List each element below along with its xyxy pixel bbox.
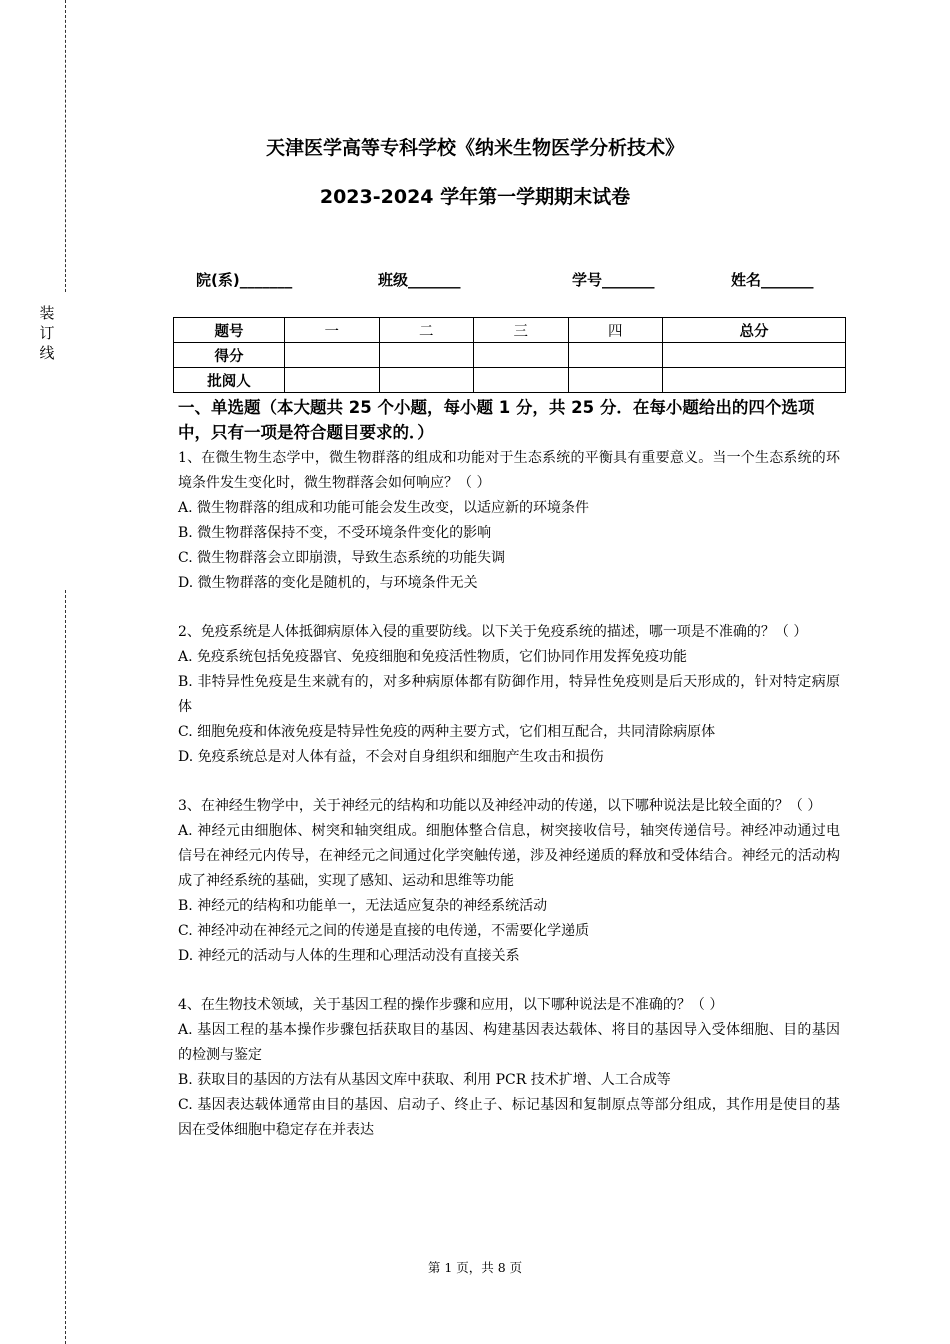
page-number: 第 1 页，共 8 页 bbox=[427, 1260, 523, 1275]
name-field: 姓名_______ bbox=[731, 271, 814, 289]
question-4 bbox=[178, 993, 840, 1143]
score-table-header-cell: 一 bbox=[285, 318, 380, 343]
question-option: B. 非特异性免疫是生来就有的，对多种病原体都有防御作用，特异性免疫则是后天形成的，针对特定病原体 bbox=[178, 674, 840, 715]
question-2 bbox=[178, 620, 840, 770]
question-option: C. 细胞免疫和体液免疫是特异性免疫的两种主要方式，它们相互配合，共同清除病原体 bbox=[178, 724, 716, 740]
score-table-cell bbox=[285, 343, 380, 368]
question-option: A. 微生物群落的组成和功能可能会发生改变，以适应新的环境条件 bbox=[178, 500, 590, 516]
section-heading: 一、单选题（本大题共 25 个小题，每小题 1 分，共 25 分．在每小题给出的四个选项中，只有一项是符合题目要求的．） bbox=[178, 398, 815, 442]
question-option: A. 基因工程的基本操作步骤包括获取目的基因、构建基因表达载体、将目的基因导入受体细胞、目的基因的检测与鉴定 bbox=[178, 1022, 840, 1063]
question-stem: 1、在微生物生态学中，微生物群落的组成和功能对于生态系统的平衡具有重要意义。当一个生态系统的环境条件发生变化时，微生物群落会如何响应？（ ） bbox=[178, 450, 840, 491]
score-table-cell bbox=[379, 368, 474, 393]
question-stem: 4、在生物技术领域，关于基因工程的操作步骤和应用，以下哪种说法是不准确的？（ ） bbox=[178, 997, 724, 1013]
score-table bbox=[173, 317, 846, 393]
score-table-cell bbox=[568, 368, 663, 393]
binding-char: 订 bbox=[39, 324, 55, 342]
question-stem: 2、免疫系统是人体抵御病原体入侵的重要防线。以下关于免疫系统的描述，哪一项是不准确的？（ ） bbox=[178, 624, 808, 640]
exam-content bbox=[178, 395, 840, 1143]
question-option: D. 神经元的活动与人体的生理和心理活动没有直接关系 bbox=[178, 948, 520, 964]
binding-char: 线 bbox=[39, 344, 55, 362]
exam-subtitle: 2023-2024 学年第一学期期末试卷 bbox=[319, 186, 631, 208]
question-option: C. 基因表达载体通常由目的基因、启动子、终止子、标记基因和复制原点等部分组成，其作用是使目的基因在受体细胞中稳定存在并表达 bbox=[178, 1097, 840, 1138]
score-table-cell bbox=[663, 343, 846, 368]
class-field: 班级_______ bbox=[378, 271, 461, 289]
score-table-cell bbox=[474, 343, 569, 368]
question-option: D. 微生物群落的变化是随机的，与环境条件无关 bbox=[178, 575, 478, 591]
score-table-cell bbox=[568, 343, 663, 368]
question-option: B. 神经元的结构和功能单一，无法适应复杂的神经系统活动 bbox=[178, 898, 548, 914]
score-table-row-label: 批阅人 bbox=[174, 368, 285, 393]
score-table-header-cell: 二 bbox=[379, 318, 474, 343]
score-table-header-row bbox=[174, 318, 846, 343]
question-option: C. 微生物群落会立即崩溃，导致生态系统的功能失调 bbox=[178, 550, 506, 566]
question-3 bbox=[178, 794, 840, 969]
question-1 bbox=[178, 446, 840, 596]
student-id-field: 学号_______ bbox=[572, 271, 655, 289]
score-table-header-cell: 题号 bbox=[174, 318, 285, 343]
binding-line-label bbox=[36, 303, 58, 363]
exam-title: 天津医学高等专科学校《纳米生物医学分析技术》 bbox=[265, 137, 684, 159]
score-table-cell bbox=[474, 368, 569, 393]
score-table-cell bbox=[663, 368, 846, 393]
score-table-row bbox=[174, 343, 846, 368]
score-table-row bbox=[174, 368, 846, 393]
binding-dashed-line-bottom bbox=[65, 590, 66, 1344]
score-table-header-cell: 三 bbox=[474, 318, 569, 343]
score-table-header-cell: 四 bbox=[568, 318, 663, 343]
binding-char: 装 bbox=[39, 304, 55, 322]
question-option: C. 神经冲动在神经元之间的传递是直接的电传递，不需要化学递质 bbox=[178, 923, 590, 939]
score-table-cell bbox=[285, 368, 380, 393]
score-table-row-label: 得分 bbox=[174, 343, 285, 368]
question-option: B. 微生物群落保持不变，不受环境条件变化的影响 bbox=[178, 525, 492, 541]
score-table-header-cell: 总分 bbox=[663, 318, 846, 343]
question-stem: 3、在神经生物学中，关于神经元的结构和功能以及神经冲动的传递，以下哪种说法是比较全面的？（ ） bbox=[178, 798, 822, 814]
question-option: B. 获取目的基因的方法有从基因文库中获取、利用 PCR 技术扩增、人工合成等 bbox=[178, 1072, 671, 1088]
score-table-cell bbox=[379, 343, 474, 368]
question-option: A. 神经元由细胞体、树突和轴突组成。细胞体整合信息，树突接收信号，轴突传递信号。神经冲动通过电信号在神经元内传导，在神经元之间通过化学突触传递，涉及神经递质的释放和受体结合。神经元的活动构成了神经系统的基础，实现了感知、运动和思维等功能 bbox=[178, 823, 840, 889]
college-field: 院(系)_______ bbox=[196, 271, 293, 289]
question-option: A. 免疫系统包括免疫器官、免疫细胞和免疫活性物质，它们协同作用发挥免疫功能 bbox=[178, 649, 688, 665]
question-option: D. 免疫系统总是对人体有益，不会对自身组织和细胞产生攻击和损伤 bbox=[178, 749, 604, 765]
